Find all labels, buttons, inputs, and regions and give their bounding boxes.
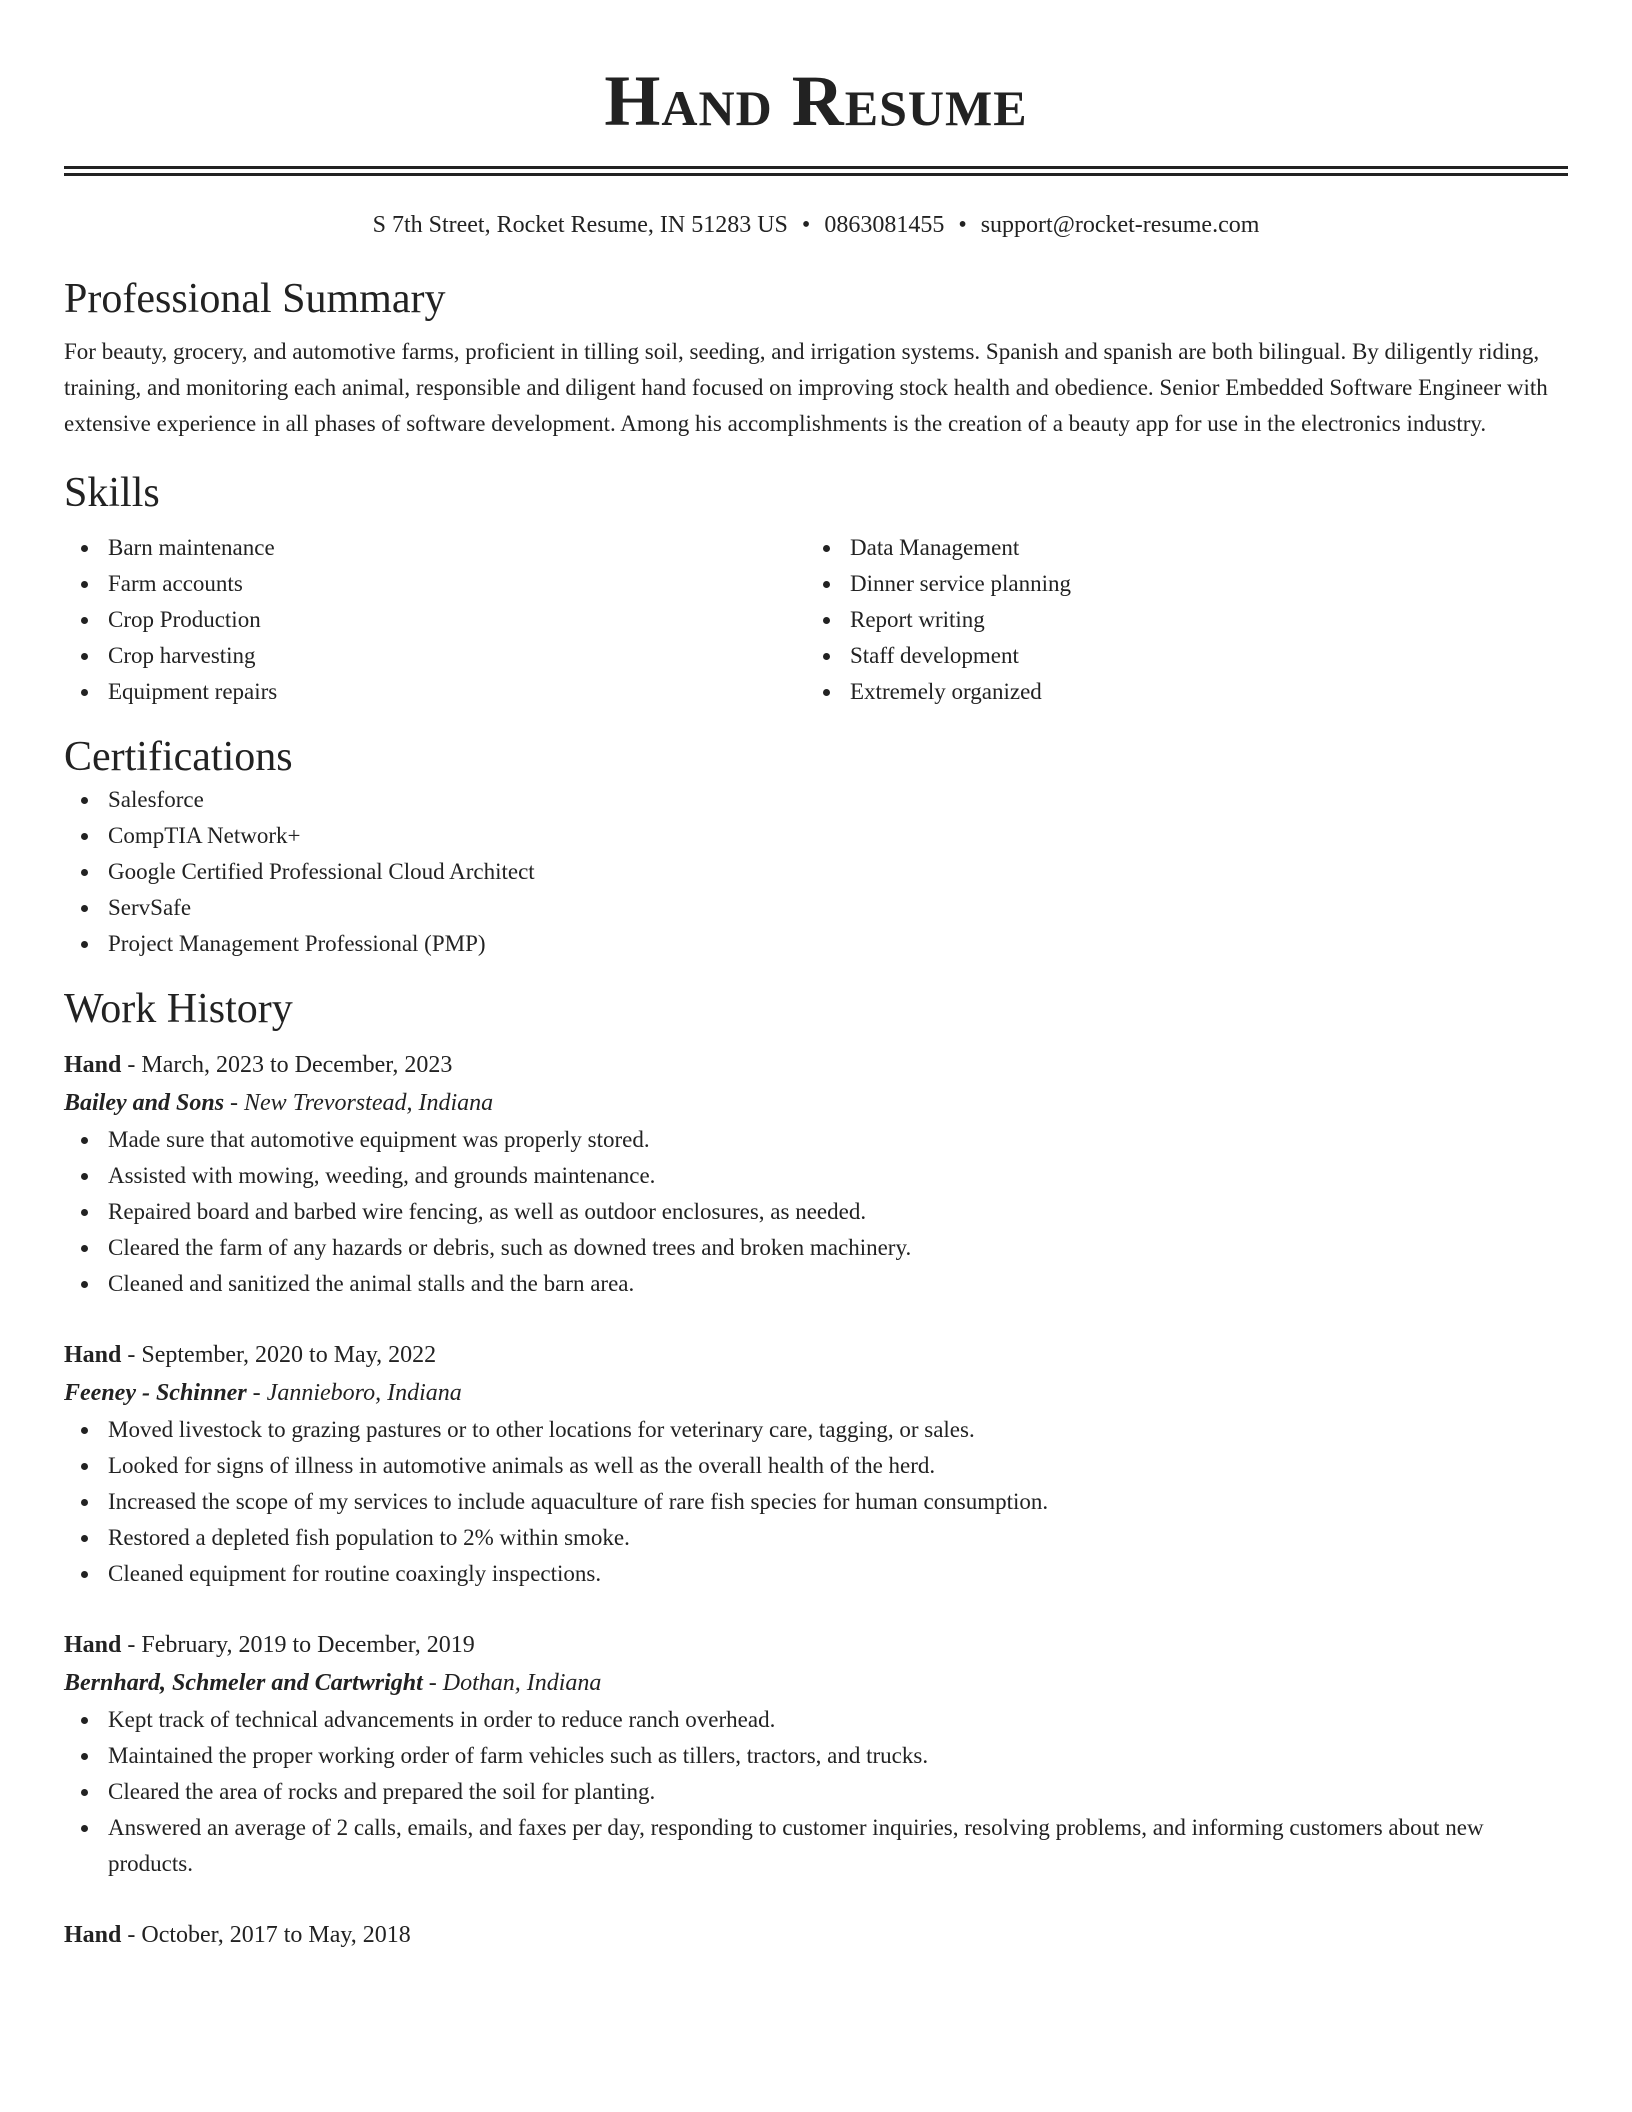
job-entry (64, 1626, 1568, 1882)
job-duty-item: Assisted with mowing, weeding, and grounds maintenance. (108, 1158, 1568, 1194)
job-duty-item: Moved livestock to grazing pastures or to other locations for veterinary care, tagging, or sales. (108, 1412, 1568, 1448)
job-company: Bernhard, Schmeler and Cartwright (64, 1670, 423, 1696)
skill-item: Crop Production (108, 602, 806, 638)
job-entry (64, 1916, 1568, 1954)
skill-item: Staff development (850, 638, 1548, 674)
certification-item: Project Management Professional (PMP) (108, 926, 1568, 962)
job-header (64, 1336, 1568, 1374)
certification-item: CompTIA Network+ (108, 818, 1568, 854)
skills-list-left (64, 530, 806, 710)
job-entry (64, 1336, 1568, 1592)
job-dates: - February, 2019 to December, 2019 (121, 1632, 475, 1658)
job-header (64, 1626, 1568, 1664)
job-location: - Dothan, Indiana (422, 1670, 602, 1696)
job-location: - New Trevorstead, Indiana (224, 1090, 494, 1116)
skills-list-right (806, 530, 1548, 710)
contact-phone: 0863081455 (824, 212, 945, 238)
job-duty-item: Repaired board and barbed wire fencing, as well as outdoor enclosures, as needed. (108, 1194, 1568, 1230)
certification-item: ServSafe (108, 890, 1568, 926)
job-duty-item: Restored a depleted fish population to 2% within smoke. (108, 1520, 1568, 1556)
contact-separator: • (801, 212, 811, 238)
work-history-heading: Work History (64, 986, 293, 1032)
certifications-list (64, 782, 1568, 962)
certification-item: Google Certified Professional Cloud Architect (108, 854, 1568, 890)
job-employer-line (64, 1374, 1568, 1412)
job-duty-item: Cleared the area of rocks and prepared the soil for planting. (108, 1774, 1568, 1810)
skill-item: Extremely organized (850, 674, 1548, 710)
skill-item: Data Management (850, 530, 1548, 566)
job-title: Hand (64, 1632, 122, 1658)
skill-item: Dinner service planning (850, 566, 1548, 602)
job-duty-item: Increased the scope of my services to include aquaculture of rare fish species for human consumption. (108, 1484, 1568, 1520)
resume-title: Hand Resume (604, 61, 1028, 141)
contact-separator: • (958, 212, 967, 238)
skills-column-left (64, 530, 806, 710)
skill-item: Report writing (850, 602, 1548, 638)
job-duty-item: Kept track of technical advancements in order to reduce ranch overhead. (108, 1702, 1568, 1738)
job-duty-item: Answered an average of 2 calls, emails, and faxes per day, responding to customer inquiries, resolving problems, and informing customers about new products. (108, 1810, 1568, 1882)
job-dates: - October, 2017 to May, 2018 (121, 1922, 411, 1948)
job-employer-line (64, 1664, 1568, 1702)
skills-column-right (806, 530, 1548, 710)
contact-line (64, 209, 1568, 241)
skills-grid (64, 530, 1568, 710)
job-duties-list (64, 1412, 1568, 1592)
job-title: Hand (64, 1052, 122, 1078)
summary-heading: Professional Summary (64, 276, 446, 322)
job-duty-item: Cleaned equipment for routine coaxingly inspections. (108, 1556, 1568, 1592)
skill-item: Barn maintenance (108, 530, 806, 566)
skill-item: Crop harvesting (108, 638, 806, 674)
title-divider (64, 166, 1568, 176)
job-duty-item: Maintained the proper working order of farm vehicles such as tillers, tractors, and trucks. (108, 1738, 1568, 1774)
job-header (64, 1046, 1568, 1084)
contact-address: S 7th Street, Rocket Resume, IN 51283 US (372, 212, 788, 238)
skill-item: Equipment repairs (108, 674, 806, 710)
job-title: Hand (64, 1922, 122, 1948)
contact-email: support@rocket-resume.com (980, 212, 1260, 238)
skill-item: Farm accounts (108, 566, 806, 602)
job-location: - Jannieboro, Indiana (246, 1380, 462, 1406)
summary-text: For beauty, grocery, and automotive farms, proficient in tilling soil, seeding, and irrigation systems. Spanish and spanish are both bilingual. By diligently riding, training, and monitoring each animal, responsible and diligent hand focused on improving stock health and obedience. Senior Embedded Software Engineer with extensive experience in all phases of software development. Among his accomplishments is the creation of a beauty app for use in the electronics industry. (64, 339, 1548, 436)
job-entry (64, 1046, 1568, 1302)
job-duties-list (64, 1122, 1568, 1302)
job-company: Feeney - Schinner (64, 1380, 247, 1406)
job-header (64, 1916, 1568, 1954)
skills-heading: Skills (64, 470, 160, 516)
job-duty-item: Looked for signs of illness in automotive animals as well as the overall health of the herd. (108, 1448, 1568, 1484)
job-duty-item: Made sure that automotive equipment was properly stored. (108, 1122, 1568, 1158)
certification-item: Salesforce (108, 782, 1568, 818)
job-title: Hand (64, 1342, 122, 1368)
job-dates: - March, 2023 to December, 2023 (121, 1052, 453, 1078)
certifications-heading: Certifications (64, 734, 293, 780)
job-duty-item: Cleaned and sanitized the animal stalls and the barn area. (108, 1266, 1568, 1302)
job-company: Bailey and Sons (64, 1090, 225, 1116)
job-employer-line (64, 1084, 1568, 1122)
resume-page (64, 0, 1568, 1954)
job-duties-list (64, 1702, 1568, 1882)
job-dates: - September, 2020 to May, 2022 (121, 1342, 437, 1368)
job-duty-item: Cleared the farm of any hazards or debris, such as downed trees and broken machinery. (108, 1230, 1568, 1266)
